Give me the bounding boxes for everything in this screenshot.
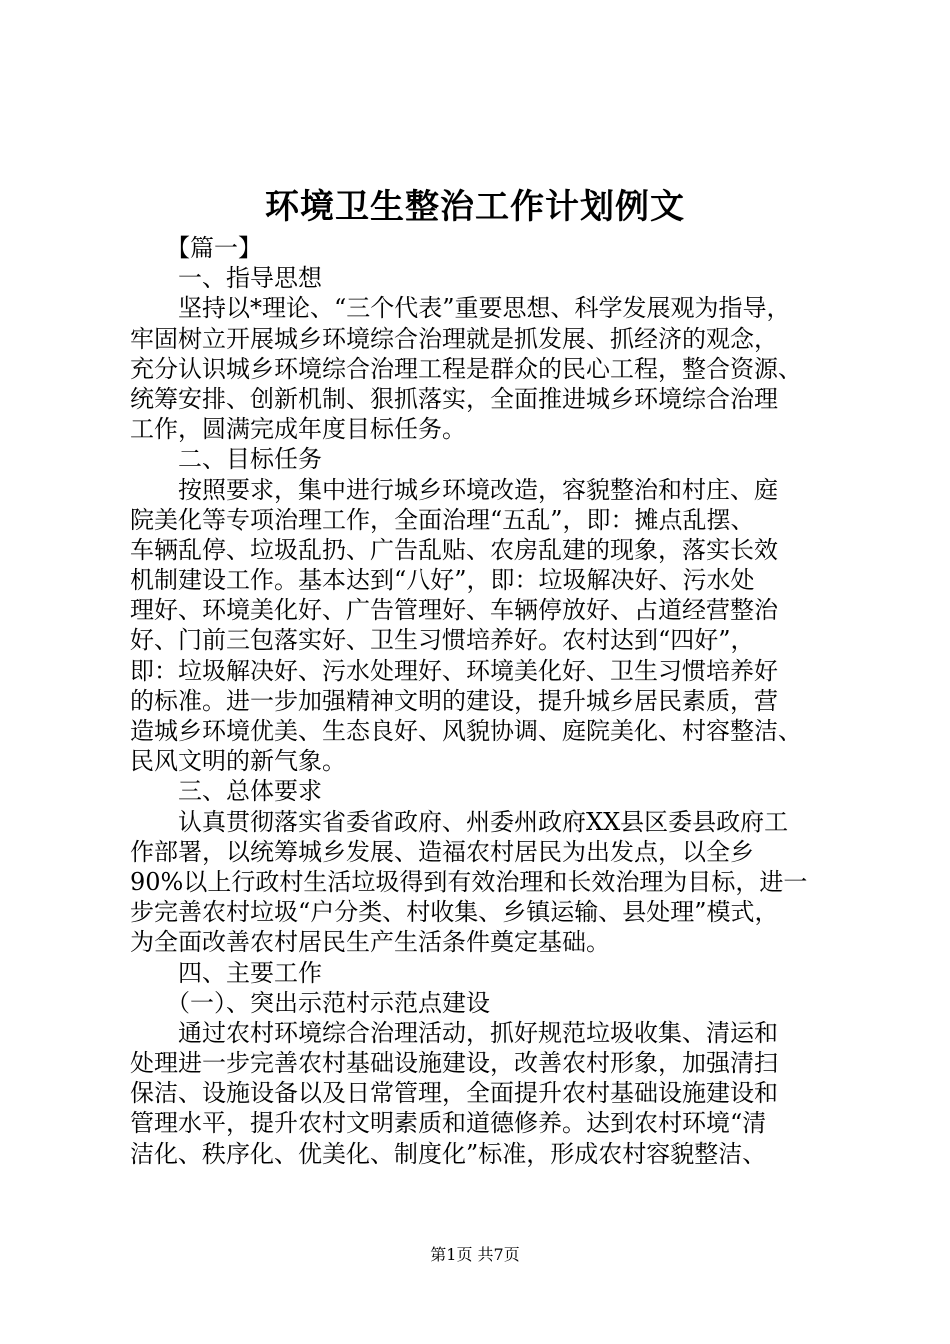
body-line: 作部署，以统筹城乡发展、造福农村居民为出发点，以全乡: [130, 837, 754, 866]
body-line: 好、门前三包落实好、卫生习惯培养好。农村达到“四好”，: [130, 626, 755, 655]
body-line: 通过农村环境综合治理活动，抓好规范垃圾收集、清运和: [130, 1018, 778, 1047]
heading-part-one: 【篇一】: [130, 234, 262, 262]
body-line: 认真贯彻落实省委省政府、州委州政府XX县区委县政府工: [130, 807, 789, 836]
section-heading-objectives: 二、目标任务: [130, 445, 322, 474]
body-line: 管理水平，提升农村文明素质和道德修养。达到农村环境“清: [130, 1109, 767, 1138]
body-line: 牢固树立开展城乡环境综合治理就是抓发展、抓经济的观念，: [130, 324, 778, 353]
body-line: 坚持以*理论、“三个代表”重要思想、科学发展观为指导，: [130, 294, 791, 323]
body-line: 院美化等专项治理工作，全面治理“五乱”，即：摊点乱摆、: [130, 505, 755, 534]
body-line: 保洁、设施设备以及日常管理，全面提升农村基础设施建设和: [130, 1079, 778, 1108]
body-line: 造城乡环境优美、生态良好、风貌协调、庭院美化、村容整洁、: [130, 717, 802, 745]
body-line: 洁化、秩序化、优美化、制度化”标准，形成农村容貌整洁、: [130, 1139, 767, 1168]
section-heading-general-requirements: 三、总体要求: [130, 777, 322, 806]
body-line: 充分认识城乡环境综合治理工程是群众的民心工程，整合资源、: [130, 354, 802, 383]
body-line: 民风文明的新气象。: [130, 747, 346, 776]
body-line: 处理进一步完善农村基础设施建设，改善农村形象，加强清扫: [130, 1049, 778, 1078]
body-line: 90%以上行政村生活垃圾得到有效治理和长效治理为目标，进一: [130, 867, 808, 896]
body-line: 理好、环境美化好、广告管理好、车辆停放好、占道经营整治: [130, 596, 778, 625]
document-title: 环境卫生整治工作计划例文: [265, 187, 685, 227]
body-line: 步完善农村垃圾“户分类、村收集、乡镇运输、县处理”模式，: [130, 898, 779, 927]
body-line: 为全面改善农村居民生产生活条件奠定基础。: [130, 928, 610, 957]
body-line: 即：垃圾解决好、污水处理好、环境美化好、卫生习惯培养好: [130, 656, 778, 685]
body-line: 机制建设工作。基本达到“八好”，即：垃圾解决好、污水处: [130, 566, 755, 595]
page-number-footer: 第1页 共7页: [430, 1245, 520, 1264]
body-line: 工作，圆满完成年度目标任务。: [130, 415, 466, 444]
subsection-heading-demonstration: （一）、突出示范村示范点建设: [130, 988, 490, 1017]
section-heading-main-work: 四、主要工作: [130, 958, 322, 987]
section-heading-guiding-ideology: 一、指导思想: [130, 264, 322, 293]
body-line: 按照要求，集中进行城乡环境改造，容貌整治和村庄、庭: [130, 475, 778, 504]
body-line: 统筹安排、创新机制、狠抓落实，全面推进城乡环境综合治理: [130, 384, 778, 413]
document-body: [130, 233, 860, 1169]
body-line: 车辆乱停、垃圾乱扔、广告乱贴、农房乱建的现象，落实长效: [130, 535, 778, 564]
body-line: 的标准。进一步加强精神文明的建设，提升城乡居民素质，营: [130, 686, 778, 715]
